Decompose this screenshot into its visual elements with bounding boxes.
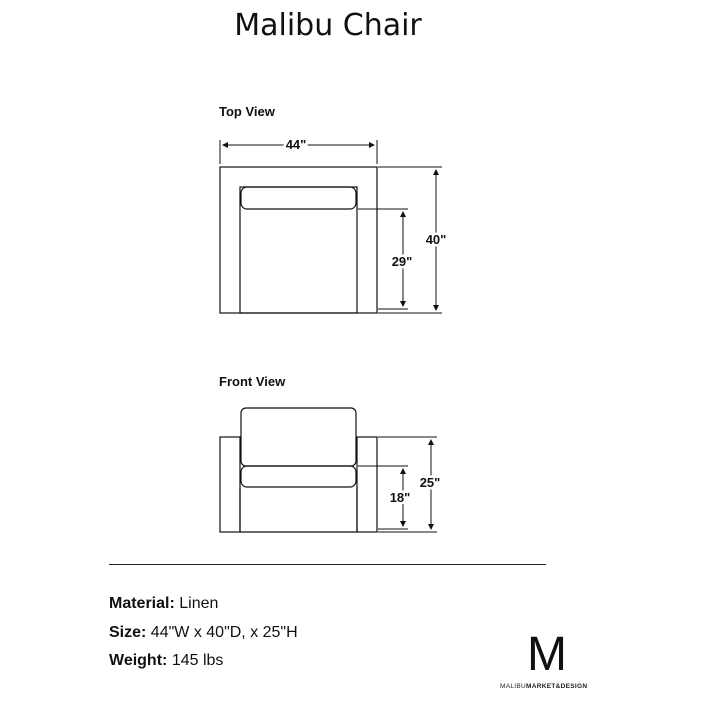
top-view-outer-frame xyxy=(220,167,377,313)
spec-size xyxy=(109,619,298,648)
front-view-height-label: 25" xyxy=(419,475,441,490)
front-view-seat-cushion xyxy=(241,466,356,487)
brand-logo xyxy=(500,628,610,676)
front-view-right-arm xyxy=(357,437,377,532)
spec-key: Weight: xyxy=(109,652,168,669)
front-view-left-arm xyxy=(220,437,240,532)
front-view-drawing xyxy=(220,408,377,532)
logo-mark: M xyxy=(527,628,567,676)
top-view-width-label: 44" xyxy=(285,137,307,152)
section-divider xyxy=(109,564,546,565)
spec-weight xyxy=(109,647,298,676)
top-view-drawing xyxy=(220,167,377,313)
top-view-back-cushion xyxy=(241,187,356,209)
front-view-seat-height-label: 18" xyxy=(389,490,411,505)
logo-brand-bold: MARKET&DESIGN xyxy=(526,683,588,690)
front-view-label: Front View xyxy=(219,374,286,389)
top-view-depth-label: 40" xyxy=(425,232,447,247)
spec-list xyxy=(109,590,298,676)
page-title: Malibu Chair xyxy=(234,8,422,43)
spec-value: 145 lbs xyxy=(171,652,224,669)
spec-key: Size: xyxy=(109,623,147,641)
top-view-seat xyxy=(240,187,357,313)
spec-material xyxy=(109,590,298,619)
spec-value: 44"W x 40"D, x 25"H xyxy=(150,623,298,641)
top-view-seat-label: 29" xyxy=(391,254,413,269)
front-view-back xyxy=(241,408,356,466)
top-view-label: Top View xyxy=(219,104,275,119)
logo-brand-light: MALIBU xyxy=(500,683,527,690)
spec-key: Material: xyxy=(109,595,175,612)
spec-value: Linen xyxy=(179,595,219,612)
logo-wordmark xyxy=(500,683,587,690)
